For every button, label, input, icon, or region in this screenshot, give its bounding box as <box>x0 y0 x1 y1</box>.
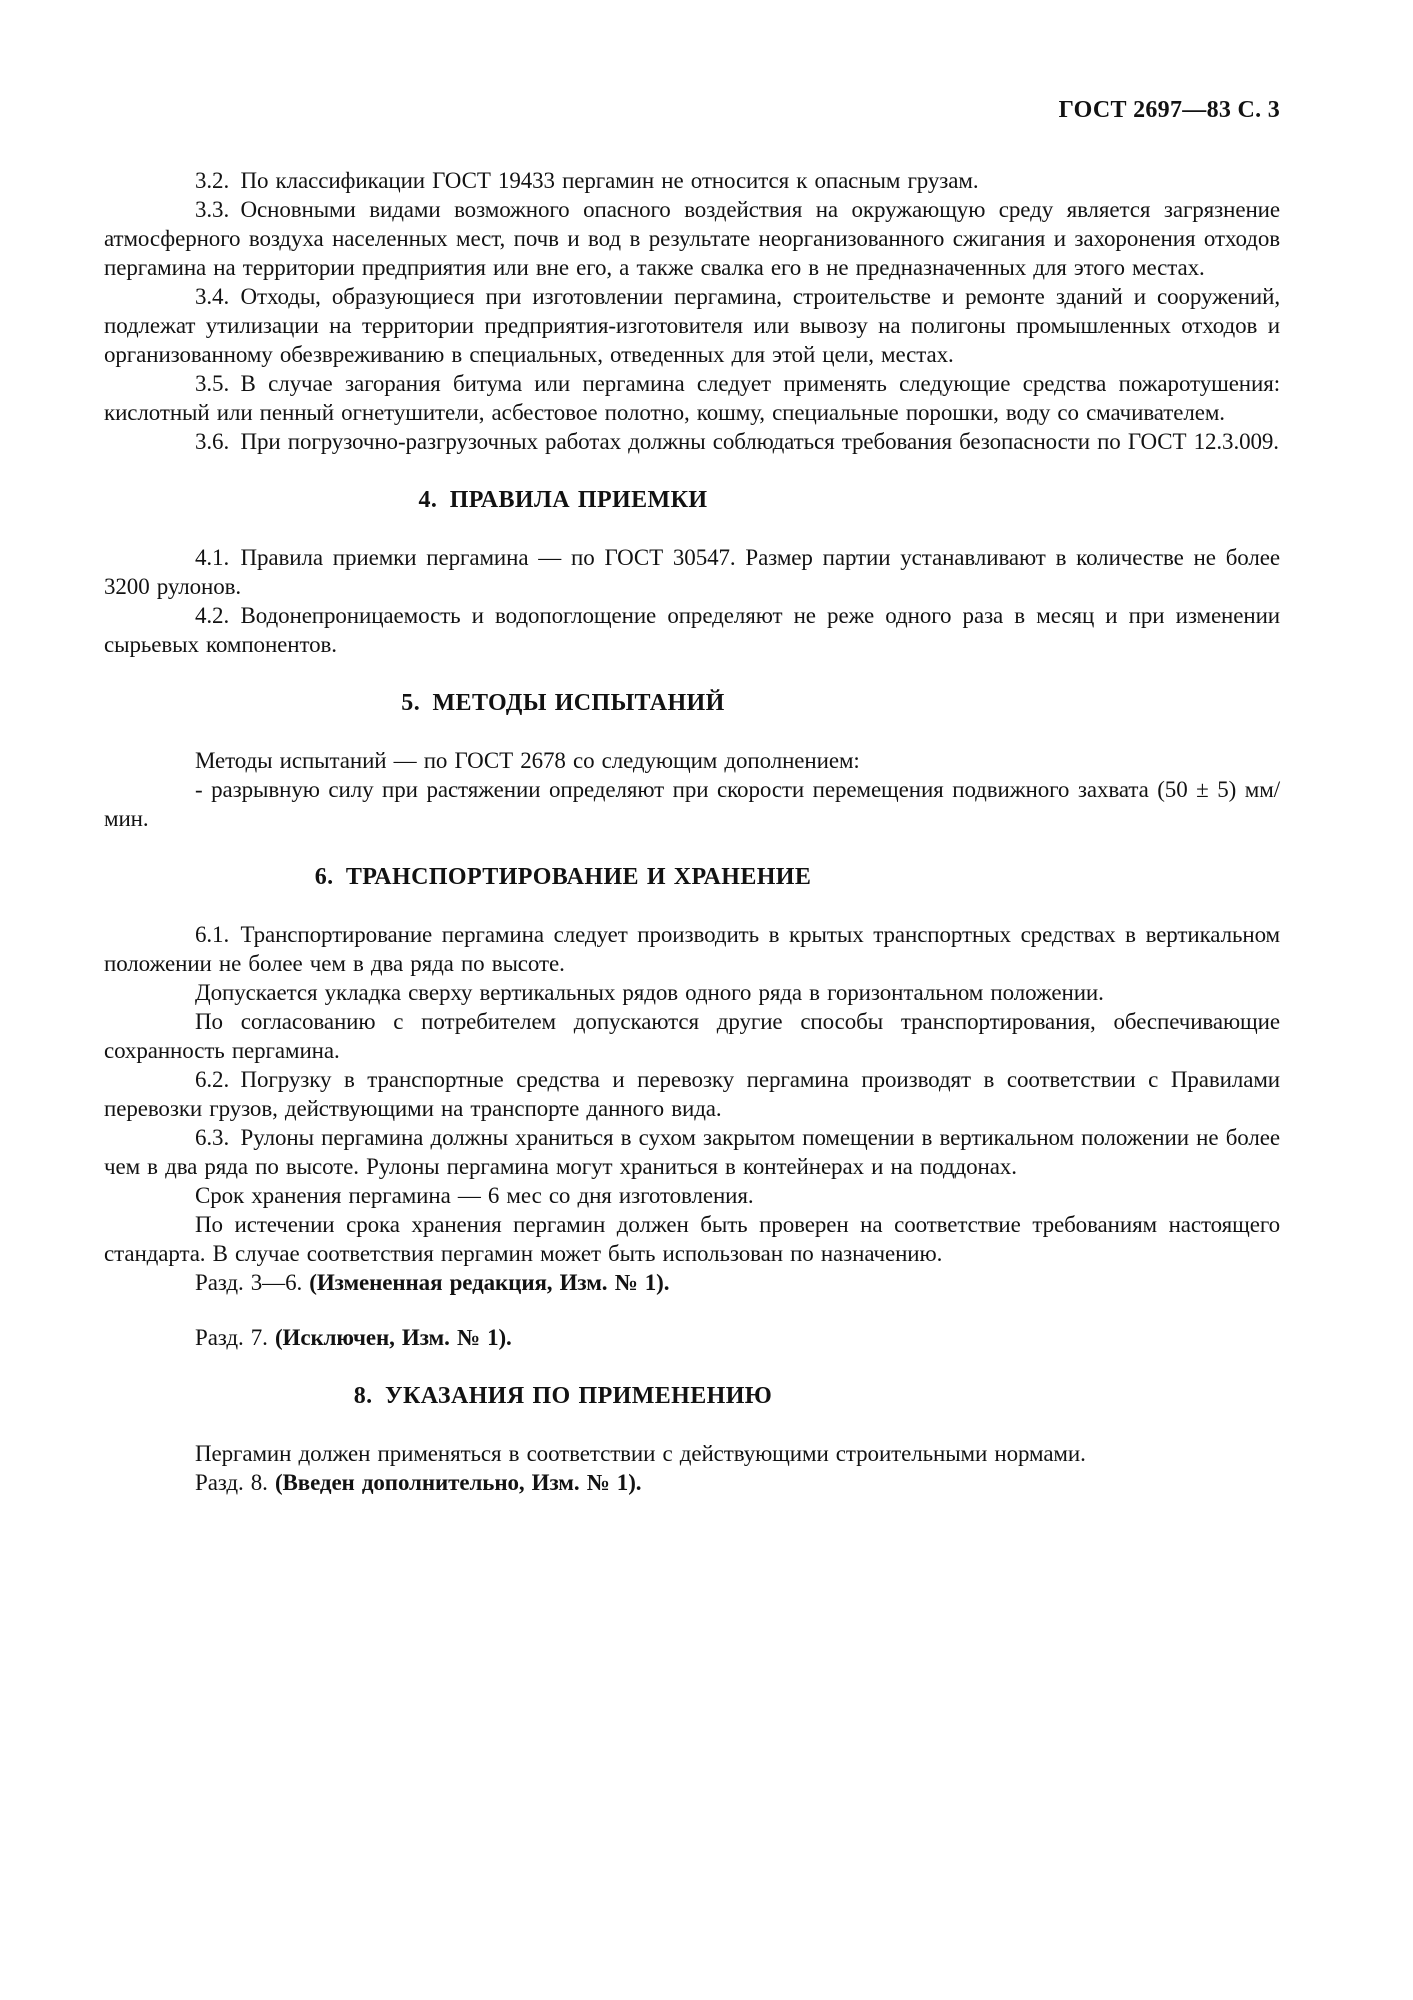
clause-4-2: 4.2. Водонепроницаемость и водопоглощение определяют не реже одного раза в месяц и при изменении сырьевых компонентов. <box>104 603 1280 657</box>
revision-prefix: Разд. 3—6. <box>195 1270 310 1295</box>
paragraph-expiry-check: По истечении срока хранения пергамин должен быть проверен на соответствие требованиям настоящего стандарта. В случае соответствия пергамин может быть использован по назначению. <box>104 1212 1280 1266</box>
revision-note-section-8 <box>104 1468 1280 1497</box>
revision-bold-text: (Исключен, Изм. № 1). <box>274 1325 512 1350</box>
paragraph-test-methods: Методы испытаний — по ГОСТ 2678 со следующим дополнением: <box>195 748 860 773</box>
revision-bold-text: (Введен дополнительно, Изм. № 1). <box>274 1470 642 1495</box>
section-heading-8: 8. УКАЗАНИЯ ПО ПРИМЕНЕНИЮ <box>353 1383 773 1409</box>
revision-bold-text: (Измененная редакция, Изм. № 1). <box>309 1270 670 1295</box>
revision-note-sections-3-6 <box>104 1268 1280 1297</box>
section-heading-5: 5. МЕТОДЫ ИСПЫТАНИЙ <box>401 690 725 716</box>
document-body <box>104 166 1280 1497</box>
revision-prefix: Разд. 8. <box>195 1470 275 1495</box>
clause-3-2: 3.2. По классификации ГОСТ 19433 пергамин не относится к опасным грузам. <box>195 168 979 193</box>
section-heading-4: 4. ПРАВИЛА ПРИЕМКИ <box>418 487 708 513</box>
paragraph-stacking-allowed: Допускается укладка сверху вертикальных рядов одного ряда в горизонтальном положении. <box>195 980 1104 1005</box>
paragraph-tensile-speed: - разрывную силу при растяжении определяют при скорости перемещения подвижного захвата (50 ± 5) мм/мин. <box>104 777 1280 831</box>
section-heading-6: 6. ТРАНСПОРТИРОВАНИЕ И ХРАНЕНИЕ <box>314 864 812 890</box>
page-header-standard-number: ГОСТ 2697—83 С. 3 <box>1058 97 1280 123</box>
clause-3-5: 3.5. В случае загорания битума или пергамина следует применять следующие средства пожаротушения: кислотный или пенный огнетушители, асбестовое полотно, кошму, специальные порошки, воду со смачивателем. <box>104 371 1280 425</box>
paragraph-application: Пергамин должен применяться в соответствии с действующими строительными нормами. <box>195 1441 1086 1466</box>
clause-6-3: 6.3. Рулоны пергамина должны храниться в сухом закрытом помещении в вертикальном положении не более чем в два ряда по высоте. Рулоны пергамина могут храниться в контейнерах и на поддонах. <box>104 1125 1280 1179</box>
clause-6-1: 6.1. Транспортирование пергамина следует производить в крытых транспортных средствах в вертикальном положении не более чем в два ряда по высоте. <box>104 922 1280 976</box>
clause-3-3: 3.3. Основными видами возможного опасного воздействия на окружающую среду является загрязнение атмосферного воздуха населенных мест, почв и вод в результате неорганизованного сжигания и захоронения отходов пергамина на территории предприятия или вне его, а также свалка его в не предназначенных для этого местах. <box>104 197 1280 280</box>
paragraph-other-transport: По согласованию с потребителем допускаются другие способы транспортирования, обеспечивающие сохранность пергамина. <box>104 1009 1280 1063</box>
revision-prefix: Разд. 7. <box>195 1325 275 1350</box>
paragraph-storage-period: Срок хранения пергамина — 6 мес со дня изготовления. <box>195 1183 754 1208</box>
clause-4-1: 4.1. Правила приемки пергамина — по ГОСТ 30547. Размер партии устанавливают в количестве не более 3200 рулонов. <box>104 545 1280 599</box>
revision-note-section-7 <box>104 1323 1280 1352</box>
clause-3-4: 3.4. Отходы, образующиеся при изготовлении пергамина, строительстве и ремонте зданий и сооружений, подлежат утилизации на территории предприятия-изготовителя или вывозу на полигоны промышленных отходов и организованному обезвреживанию в специальных, отведенных для этой цели, местах. <box>104 284 1280 367</box>
clause-3-6: 3.6. При погрузочно-разгрузочных работах должны соблюдаться требования безопасности по ГОСТ 12.3.009. <box>195 429 1279 454</box>
clause-6-2: 6.2. Погрузку в транспортные средства и перевозку пергамина производят в соответствии с Правилами перевозки грузов, действующими на транспорте данного вида. <box>104 1067 1280 1121</box>
